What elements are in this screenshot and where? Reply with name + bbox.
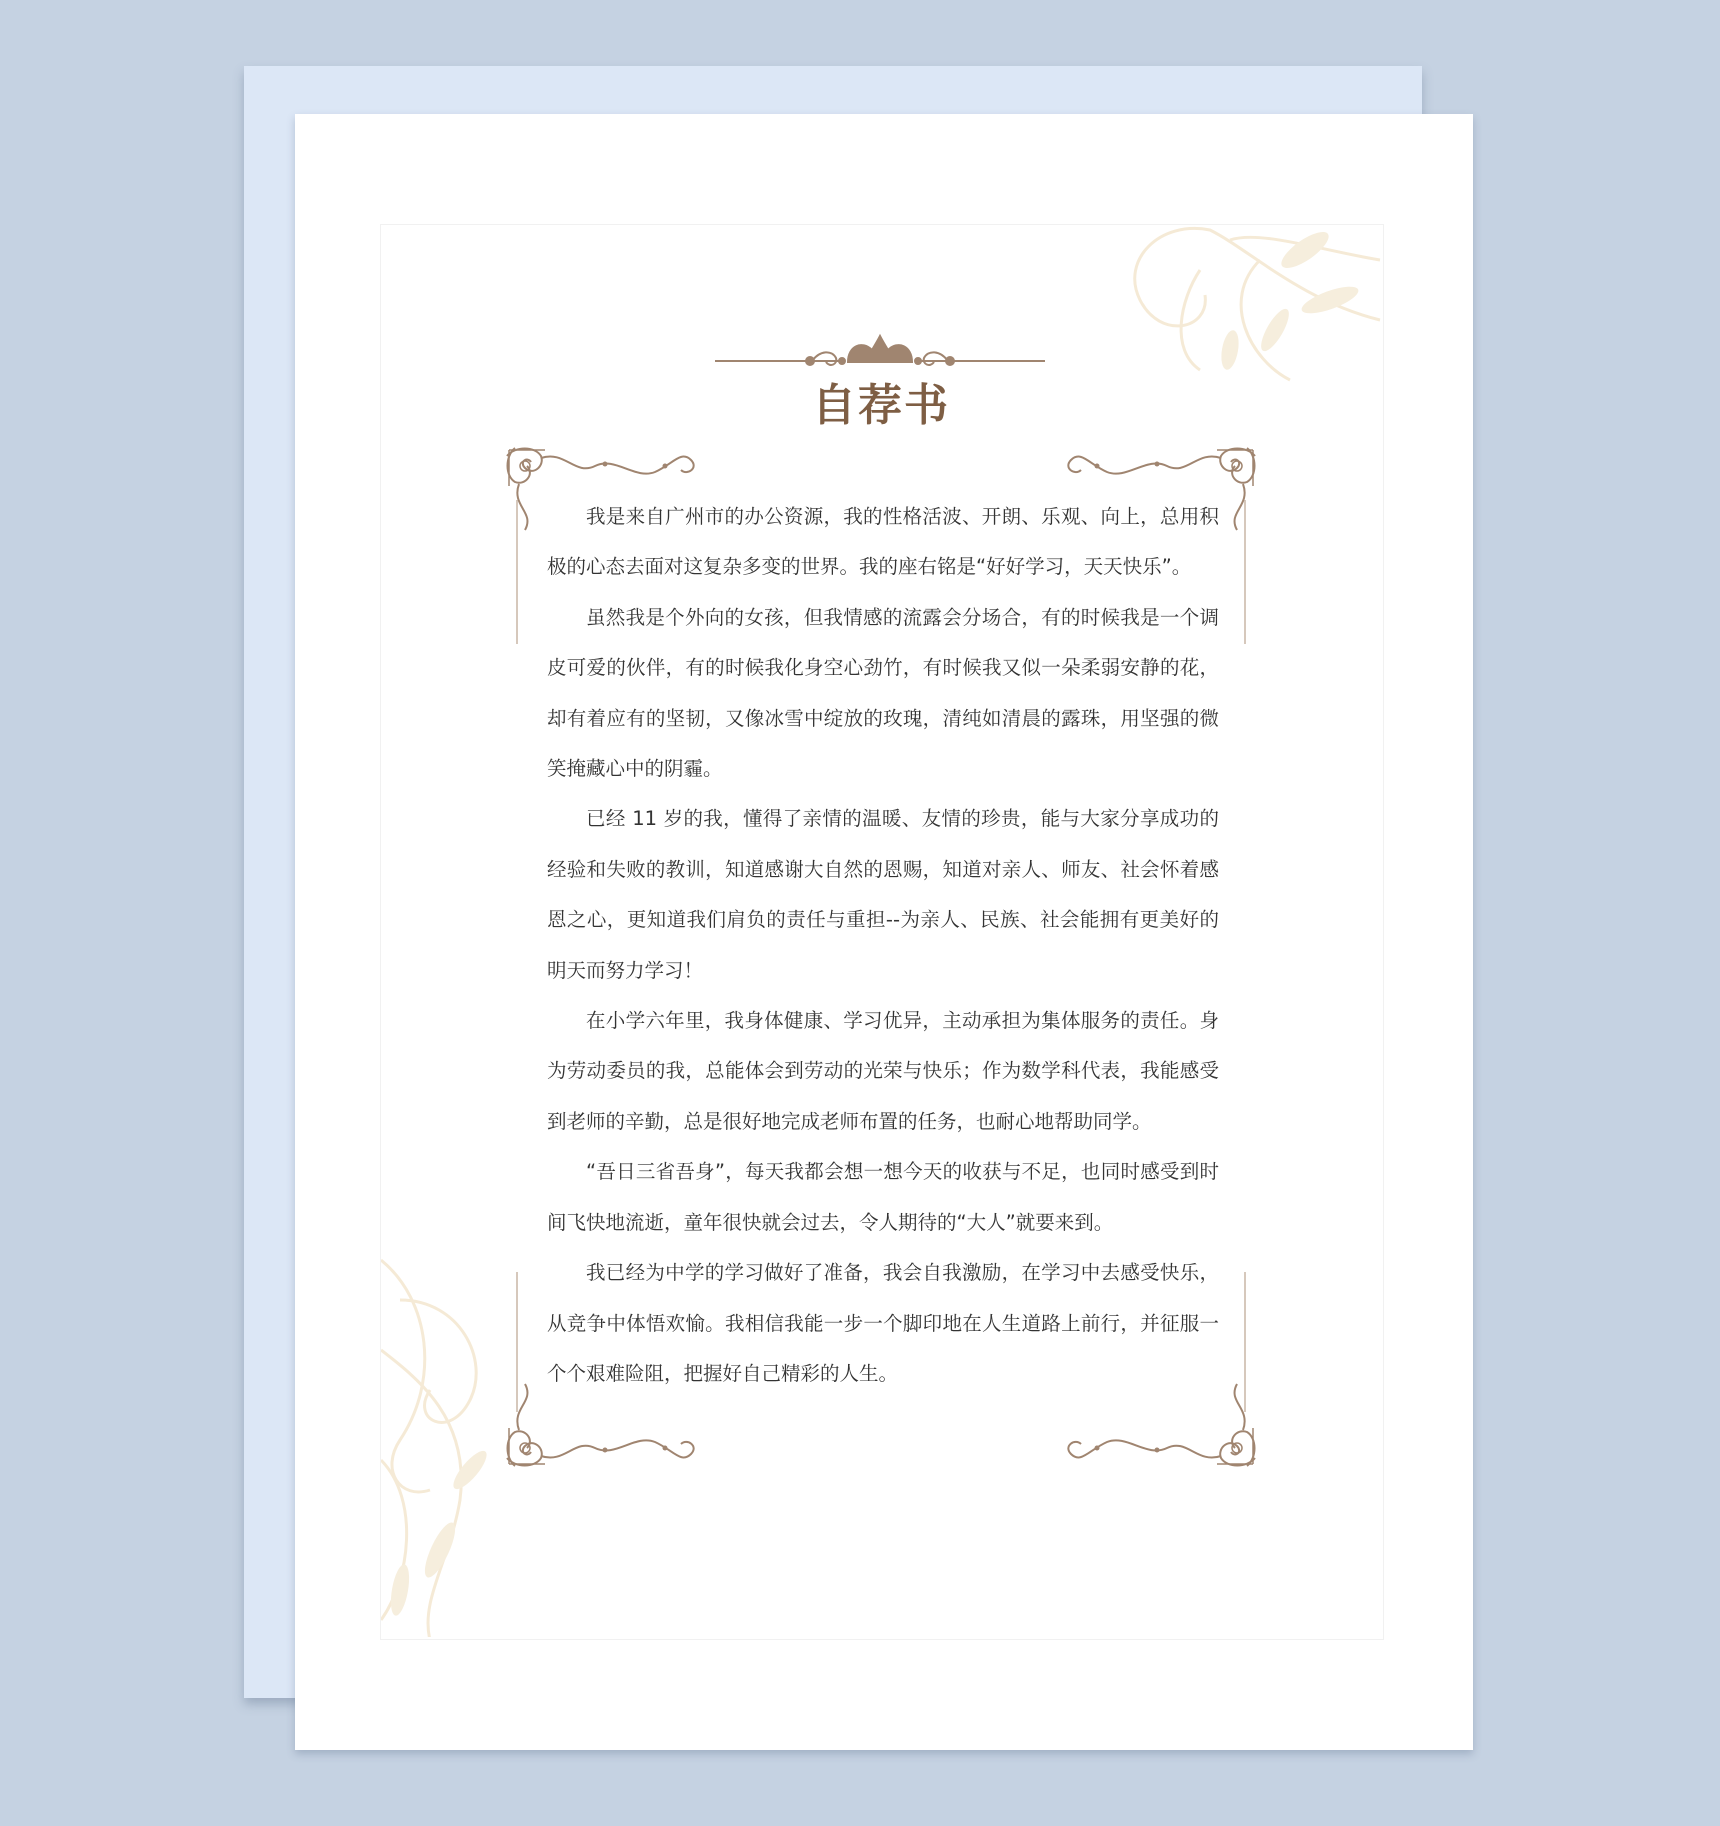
paragraph: 我已经为中学的学习做好了准备，我会自我激励，在学习中去感受快乐，从竞争中体悟欢愉。我相信我能一步一个脚印地在人生道路上前行，并征服一个个艰难险阻，把握好自己精彩的人生。 (547, 1261, 1219, 1385)
letter-body (547, 492, 1219, 1399)
paragraph: 虽然我是个外向的女孩，但我情感的流露会分场合，有的时候我是一个调皮可爱的伙伴，有的时候我化身空心劲竹，有时候我又似一朵柔弱安静的花，却有着应有的坚韧，又像冰雪中绽放的玫瑰，清纯如清晨的露珠，用坚强的微笑掩藏心中的阴霾。 (547, 605, 1219, 781)
page-title: 自荐书 (812, 380, 950, 431)
paragraph: “吾日三省吾身”，每天我都会想一想今天的收获与不足，也同时感受到时间飞快地流逝，童年很快就会过去，令人期待的“大人”就要来到。 (547, 1160, 1219, 1234)
title-ornament-icon (715, 336, 1045, 365)
paragraph: 我是来自广州市的办公资源，我的性格活波、开朗、乐观、向上，总用积极的心态去面对这复杂多变的世界。我的座右铭是“好好学习，天天快乐”。 (547, 505, 1219, 579)
paragraph: 在小学六年里，我身体健康、学习优异，主动承担为集体服务的责任。身为劳动委员的我，总能体会到劳动的光荣与快乐；作为数学科代表，我能感受到老师的辛勤，总是很好地完成老师布置的任务，也耐心地帮助同学。 (547, 1009, 1219, 1133)
paragraph: 已经 11 岁的我，懂得了亲情的温暖、友情的珍贵，能与大家分享成功的经验和失败的教训，知道感谢大自然的恩赐，知道对亲人、师友、社会怀着感恩之心，更知道我们肩负的责任与重担--为亲人、民族、社会能拥有更美好的明天而努力学习！ (547, 807, 1219, 982)
